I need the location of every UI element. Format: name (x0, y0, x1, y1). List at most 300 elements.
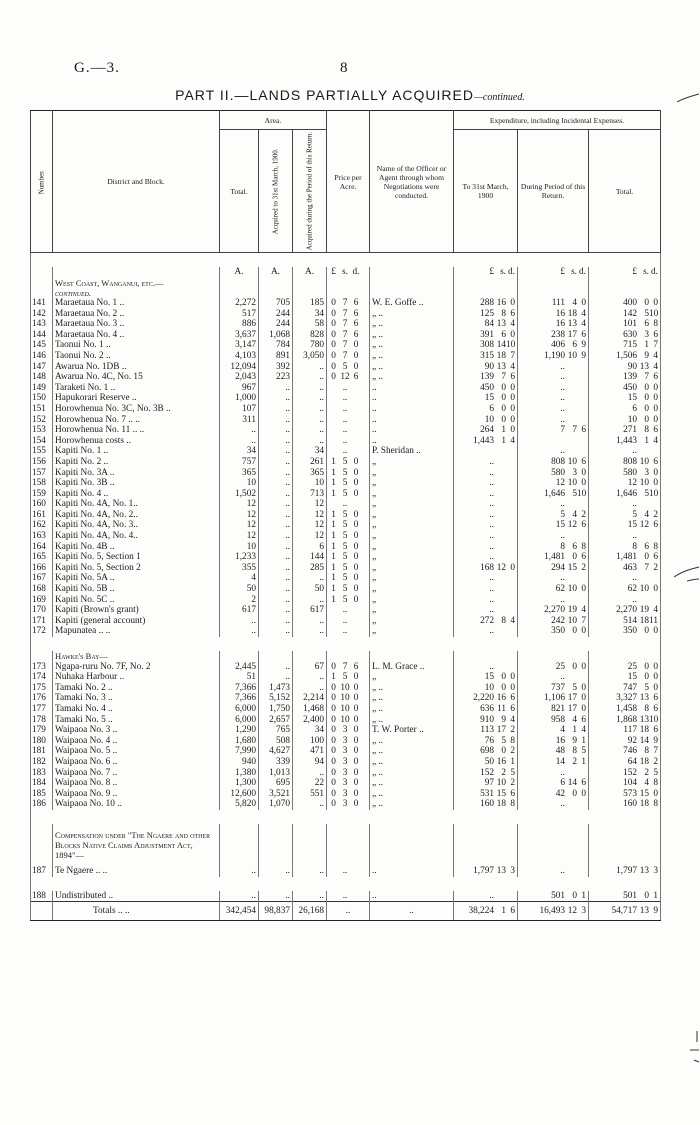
expenditure-total-money (591, 489, 658, 500)
expenditure-period-pounds: 580 (551, 467, 566, 478)
area-acquired-period: .. (293, 436, 327, 447)
expenditure-total-shillings: 0 (644, 414, 650, 425)
price-per-acre (327, 866, 370, 877)
expenditure-to-1900-shillings (494, 499, 506, 510)
expenditure-period-shillings (565, 372, 577, 383)
expenditure-period-pounds: 8 (560, 541, 566, 552)
expenditure-total (589, 309, 661, 320)
price-pounds: 1 (331, 488, 336, 499)
price-shillings: 7 (342, 319, 348, 330)
expenditure-period-money (520, 468, 586, 479)
expenditure-period-money (520, 542, 586, 553)
expenditure-total-shillings: 5 (644, 308, 650, 319)
expenditure-period-pence: 0 (581, 661, 587, 672)
officer-agent: „ (370, 478, 454, 489)
price-shillings: .. (342, 605, 348, 616)
price-pence: 0 (353, 488, 359, 499)
expenditure-to-1900-money (456, 683, 515, 694)
price-shillings: 7 (342, 350, 348, 361)
area-acquired-period: 144 (293, 552, 327, 563)
expenditure-period-money (520, 683, 586, 694)
price-per-acre (327, 891, 370, 902)
expenditure-period-pence: 4 (581, 725, 587, 736)
row-number: 181 (31, 746, 53, 757)
area-acquired-1900: .. (259, 404, 293, 415)
expenditure-to-1900-shillings: 12 (496, 562, 507, 573)
expenditure-total-pence: 10 (649, 308, 659, 319)
expenditure-total-money (591, 309, 658, 320)
expenditure-to-1900 (454, 415, 518, 426)
officer-agent: P. Sheridan .. (370, 446, 454, 457)
expenditure-total-pence: 0 (653, 393, 659, 404)
area-acquired-1900: 244 (259, 319, 293, 330)
expenditure-period (518, 595, 589, 606)
expenditure-total-money (591, 510, 658, 521)
expenditure-to-1900-pence: 0 (510, 562, 516, 573)
expenditure-total-pence: 0 (653, 584, 659, 595)
expenditure-period-shillings: 2 (572, 756, 578, 767)
expenditure-total-money (591, 563, 658, 574)
expenditure-total-pounds: .. (632, 573, 638, 584)
table-row (31, 866, 661, 877)
expenditure-period-pence: 8 (581, 541, 587, 552)
expenditure-to-1900-money (456, 563, 515, 574)
officer-agent: „ .. (370, 715, 454, 726)
expenditure-total (589, 704, 661, 715)
col-acquired-1900: Acquired to 31st March, 1900. (259, 130, 293, 253)
expenditure-to-1900-money (456, 319, 515, 330)
table-row (31, 789, 661, 800)
expenditure-total-pounds: 101 (623, 319, 638, 330)
expenditure-to-1900-shillings: 0 (501, 746, 507, 757)
expenditure-total (589, 457, 661, 468)
price-pounds: 1 (331, 594, 336, 605)
expenditure-to-1900-money (456, 404, 515, 415)
expenditure-period-pence: 0 (581, 584, 587, 595)
spacer-cell (31, 810, 661, 824)
expenditure-period-pence: 0 (581, 298, 587, 308)
units-blank (31, 267, 53, 278)
expenditure-total-pounds: .. (632, 499, 638, 510)
price-shillings: 12 (340, 372, 350, 383)
expenditure-total-money (591, 393, 658, 404)
expenditure-to-1900-pounds: 1,797 (473, 865, 495, 876)
expenditure-to-1900-pence: 4 (510, 435, 516, 446)
expenditure-period-shillings: 19 (567, 605, 578, 616)
area-total: 3,147 (220, 340, 259, 351)
title-text: PART II.—LANDS PARTIALLY ACQUIRED (175, 87, 474, 103)
officer-agent: „ .. (370, 319, 454, 330)
expenditure-period-pence: 7 (581, 615, 587, 626)
price-shillings: 5 (342, 584, 348, 595)
expenditure-total-money (591, 584, 658, 595)
lands-table (30, 110, 661, 921)
section-compensation (31, 824, 661, 866)
district-block: Horowhenua No. 7 .. .. (53, 415, 220, 426)
expenditure-period-money (520, 584, 586, 595)
expenditure-to-1900-money (456, 595, 515, 606)
area-acquired-period: 2,214 (293, 693, 327, 704)
expenditure-period-pounds: .. (560, 403, 566, 414)
expenditure-period-shillings: 5 (572, 488, 578, 499)
expenditure-total-pence: 6 (653, 372, 659, 383)
area-total: 1,233 (220, 552, 259, 563)
expenditure-total-shillings: 8 (644, 746, 650, 757)
unit-acres: A. (259, 267, 293, 278)
price-shillings: 10 (340, 703, 350, 714)
section-blank (518, 651, 589, 662)
section-blank (327, 824, 370, 866)
area-acquired-period: 12 (293, 510, 327, 521)
units-row (31, 267, 661, 278)
expenditure-total-shillings: 7 (644, 372, 650, 383)
expenditure-total-shillings: 0 (644, 890, 650, 901)
expenditure-to-1900-pence (506, 531, 515, 542)
expenditure-to-1900-pence: 8 (510, 735, 516, 746)
expenditure-total-shillings: 0 (644, 626, 650, 637)
price-shillings: 5 (342, 520, 348, 531)
district-block: Kapiti (Brown's grant) (53, 605, 220, 616)
expenditure-total-money (591, 891, 658, 902)
price-shillings: .. (342, 435, 348, 446)
expenditure-period-shillings: 17 (567, 693, 578, 704)
expenditure-to-1900 (454, 372, 518, 383)
expenditure-to-1900-shillings: 0 (501, 672, 507, 683)
expenditure-total-pence: 6 (653, 425, 659, 436)
row-number: 178 (31, 715, 53, 726)
officer-agent: „ (370, 542, 454, 553)
expenditure-total (589, 298, 661, 309)
expenditure-total-pounds: .. (632, 594, 638, 605)
expenditure-to-1900-pence (506, 542, 515, 553)
district-block: Hapukorari Reserve .. (53, 393, 220, 404)
price-shillings: .. (342, 890, 348, 901)
price-shillings: .. (342, 499, 348, 510)
expenditure-total-pounds: .. (632, 446, 638, 457)
spacer-cell (31, 637, 661, 651)
officer-agent: „ (370, 672, 454, 683)
expenditure-period (518, 531, 589, 542)
expenditure-total (589, 446, 661, 457)
expenditure-period-pence (577, 799, 586, 810)
expenditure-period-money (520, 693, 586, 704)
price-pounds: 0 (331, 350, 336, 361)
table-row (31, 383, 661, 394)
expenditure-to-1900-pounds: .. (489, 890, 495, 901)
area-total: 617 (220, 605, 259, 616)
spacer-row (31, 810, 661, 824)
area-acquired-period: .. (293, 372, 327, 383)
expenditure-period (518, 372, 589, 383)
area-total: 10 (220, 542, 259, 553)
row-number: 157 (31, 468, 53, 479)
row-number: 143 (31, 319, 53, 330)
district-block: Waipaoa No. 6 .. (53, 757, 220, 768)
expenditure-period-pence: 0 (581, 626, 587, 637)
expenditure-total-pence: 4 (653, 605, 659, 616)
area-total: 107 (220, 404, 259, 415)
totals-acquired-period: 26,168 (293, 902, 327, 921)
expenditure-period-money (520, 866, 586, 877)
expenditure-to-1900-pounds: 168 (480, 562, 495, 573)
expenditure-to-1900-pounds: .. (489, 478, 495, 489)
area-acquired-period: .. (293, 404, 327, 415)
row-number: 162 (31, 520, 53, 531)
row-number: 148 (31, 372, 53, 383)
expenditure-to-1900-pence (506, 573, 515, 584)
expenditure-total-pence: 0 (653, 682, 659, 693)
expenditure-total (589, 499, 661, 510)
expenditure-to-1900-money (456, 626, 515, 637)
expenditure-total (589, 489, 661, 500)
expenditure-to-1900-pence: 0 (510, 393, 516, 404)
expenditure-to-1900-pence: 0 (510, 403, 516, 414)
expenditure-period (518, 736, 589, 747)
expenditure-to-1900-shillings: 18 (496, 799, 507, 810)
area-total: 517 (220, 309, 259, 320)
expenditure-total (589, 866, 661, 877)
expenditure-total-pounds: 1,506 (616, 350, 638, 361)
expenditure-period-money (520, 573, 586, 584)
price-per-acre (327, 425, 370, 436)
area-acquired-period: 34 (293, 446, 327, 457)
price-pence: 0 (353, 778, 359, 789)
expenditure-total-shillings: 6 (644, 541, 650, 552)
expenditure-period-money (520, 330, 586, 341)
expenditure-to-1900 (454, 715, 518, 726)
price-pence: 0 (353, 467, 359, 478)
officer-agent: .. (370, 866, 454, 877)
expenditure-total (589, 725, 661, 736)
expenditure-to-1900-pence: 0 (510, 414, 516, 425)
expenditure-to-1900 (454, 683, 518, 694)
expenditure-total-money (591, 351, 658, 362)
expenditure-total-pence (649, 446, 658, 457)
expenditure-total-pounds: 8 (632, 541, 638, 552)
section-blank (518, 278, 589, 298)
totals-exp-total-shillings: 13 (639, 905, 650, 916)
expenditure-period (518, 563, 589, 574)
section-blank (259, 278, 293, 298)
officer-agent: „ .. (370, 330, 454, 341)
price-shillings: 3 (342, 746, 348, 757)
expenditure-to-1900-shillings: 0 (501, 414, 507, 425)
expenditure-period-pounds: 1,481 (544, 552, 566, 563)
col-area-total: Total. (220, 130, 259, 253)
expenditure-period-pence (577, 415, 586, 426)
expenditure-total-shillings: 3 (644, 329, 650, 340)
area-total: .. (220, 436, 259, 447)
expenditure-to-1900-shillings: 14 (496, 340, 507, 351)
row-number: 177 (31, 704, 53, 715)
expenditure-period (518, 330, 589, 341)
expenditure-period-shillings (565, 768, 577, 779)
district-block: Kapiti No. 2 .. (53, 457, 220, 468)
expenditure-period-pounds: .. (560, 594, 566, 605)
expenditure-period-money (520, 605, 586, 616)
expenditure-period-money (520, 746, 586, 757)
expenditure-to-1900-money (456, 866, 515, 877)
expenditure-total-pence: 0 (653, 661, 659, 672)
expenditure-period-pence (577, 672, 586, 683)
expenditure-to-1900-pence: 0 (510, 298, 516, 308)
area-total: 1,290 (220, 725, 259, 736)
expenditure-to-1900-money (456, 457, 515, 468)
expenditure-period-shillings (565, 446, 577, 457)
area-acquired-1900: 339 (259, 757, 293, 768)
expenditure-to-1900-shillings (494, 605, 506, 616)
area-acquired-1900: .. (259, 415, 293, 426)
totals-exp-1900-pence: 6 (510, 905, 516, 916)
officer-agent: „ .. (370, 799, 454, 810)
expenditure-to-1900 (454, 489, 518, 500)
officer-agent: „ (370, 563, 454, 574)
row-number: 161 (31, 510, 53, 521)
expenditure-total-pence: 10 (649, 714, 659, 725)
expenditure-period-pence: 0 (581, 478, 587, 489)
table-row (31, 584, 661, 595)
expenditure-total-money (591, 468, 658, 479)
row-number: 159 (31, 489, 53, 500)
expenditure-total-pence (649, 499, 658, 510)
section-number (31, 651, 53, 662)
expenditure-to-1900-shillings: 0 (501, 403, 507, 414)
expenditure-to-1900-pounds: .. (489, 520, 495, 531)
expenditure-to-1900-money (456, 436, 515, 447)
price-shillings: 3 (342, 756, 348, 767)
expenditure-to-1900 (454, 626, 518, 637)
expenditure-total-pence: 6 (653, 725, 659, 736)
price-shillings: .. (342, 382, 348, 393)
expenditure-to-1900-shillings (494, 531, 506, 542)
expenditure-period-pence: 6 (581, 552, 587, 563)
district-block: Maraetaua No. 4 .. (53, 330, 220, 341)
expenditure-period (518, 309, 589, 320)
area-acquired-period: 551 (293, 789, 327, 800)
area-acquired-1900: .. (259, 626, 293, 637)
expenditure-total (589, 595, 661, 606)
expenditure-period-money (520, 520, 586, 531)
expenditure-to-1900 (454, 746, 518, 757)
expenditure-to-1900-pounds: .. (489, 531, 495, 542)
expenditure-total-shillings: 2 (644, 767, 650, 778)
price-pence: 0 (353, 788, 359, 799)
expenditure-total-money (591, 693, 658, 704)
expenditure-period-pounds: 5 (560, 509, 566, 520)
area-total: 365 (220, 468, 259, 479)
expenditure-total (589, 605, 661, 616)
expenditure-total-money (591, 768, 658, 779)
expenditure-to-1900-pence (506, 520, 515, 531)
expenditure-to-1900-pence: 4 (510, 361, 516, 372)
area-total: 2,043 (220, 372, 259, 383)
expenditure-period-pence (577, 393, 586, 404)
price-per-acre (327, 362, 370, 373)
expenditure-total-money (591, 415, 658, 426)
table-row (31, 778, 661, 789)
expenditure-period-pounds: 1,106 (544, 693, 566, 704)
expenditure-period-money (520, 425, 586, 436)
table-row (31, 552, 661, 563)
expenditure-period-money (520, 757, 586, 768)
expenditure-to-1900-pounds: .. (489, 605, 495, 616)
area-acquired-period: 50 (293, 584, 327, 595)
expenditure-period-money (520, 563, 586, 574)
expenditure-period (518, 319, 589, 330)
expenditure-total-pence: 5 (653, 767, 659, 778)
price-per-acre (327, 372, 370, 383)
expenditure-to-1900-money (456, 468, 515, 479)
expenditure-total-pence: 4 (653, 350, 659, 361)
col-number: Number. (31, 111, 53, 253)
area-acquired-1900: .. (259, 499, 293, 510)
row-number: 175 (31, 683, 53, 694)
unit-money (589, 267, 661, 278)
expenditure-to-1900-pounds: 450 (480, 382, 495, 393)
expenditure-to-1900 (454, 425, 518, 436)
expenditure-to-1900-pounds: 139 (480, 372, 495, 383)
table-row (31, 757, 661, 768)
section-blank (327, 651, 370, 662)
expenditure-total-pence: 8 (653, 319, 659, 330)
expenditure-period-pounds: .. (560, 382, 566, 393)
expenditure-period (518, 799, 589, 810)
price-pounds: 0 (331, 372, 336, 383)
expenditure-total-pounds: 15 (627, 672, 638, 683)
expenditure-period-shillings: 1 (572, 725, 578, 736)
expenditure-period-money (520, 626, 586, 637)
expenditure-period (518, 340, 589, 351)
col-exp-period: During Period of this Return. (518, 130, 589, 253)
expenditure-to-1900-money (456, 330, 515, 341)
expenditure-total-money (591, 725, 658, 736)
expenditure-total-pence (649, 573, 658, 584)
area-total: 12 (220, 520, 259, 531)
expenditure-to-1900 (454, 672, 518, 683)
price-pence: 0 (353, 552, 359, 563)
expenditure-to-1900 (454, 404, 518, 415)
district-block: Maraetaua No. 2 .. (53, 309, 220, 320)
price-per-acre (327, 605, 370, 616)
price-pounds: 1 (331, 541, 336, 552)
expenditure-period (518, 605, 589, 616)
expenditure-total-pence: 0 (653, 478, 659, 489)
expenditure-total (589, 362, 661, 373)
expenditure-to-1900-pounds: .. (489, 456, 495, 467)
expenditure-total-shillings: 13 (639, 693, 650, 704)
expenditure-period (518, 351, 589, 362)
expenditure-to-1900-money (456, 605, 515, 616)
expenditure-total-money (591, 746, 658, 757)
expenditure-to-1900-money (456, 340, 515, 351)
totals-dots: .. .. (115, 905, 130, 916)
officer-agent: .. (370, 404, 454, 415)
expenditure-to-1900-shillings: 5 (501, 735, 507, 746)
price-per-acre (327, 404, 370, 415)
district-block: Waipaoa No. 4 .. (53, 736, 220, 747)
price-pounds: 0 (331, 329, 336, 340)
expenditure-to-1900-money (456, 693, 515, 704)
totals-number (31, 902, 53, 921)
totals-exp-1900-money (456, 906, 515, 917)
expenditure-to-1900 (454, 866, 518, 877)
expenditure-total-shillings: 8 (644, 703, 650, 714)
officer-agent: „ (370, 573, 454, 584)
expenditure-total-shillings: 18 (639, 725, 650, 736)
area-acquired-1900: 244 (259, 309, 293, 320)
expenditure-to-1900-pounds: 10 (484, 414, 495, 425)
expenditure-total-pence: 8 (653, 541, 659, 552)
